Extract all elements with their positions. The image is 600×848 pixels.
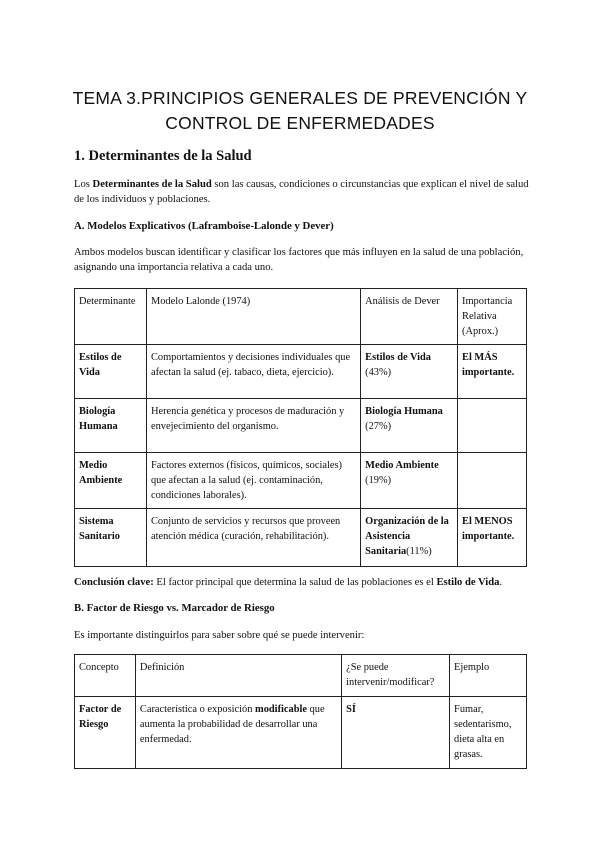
dever-cell: Biología Humana (27%) (361, 399, 458, 453)
importance-cell: El MÁS importante. (458, 345, 527, 399)
lalonde-cell: Factores externos (físicos, químicos, sociales) que afectan a la salud (ej. contaminación, condiciones laborales). (146, 453, 360, 509)
table-header-cell: Determinante (75, 289, 147, 345)
modifiable-cell: SÍ (342, 697, 450, 769)
table-row (75, 453, 527, 509)
importance-cell: El MENOS importante. (458, 509, 527, 567)
table-header-cell: ¿Se puede intervenir/modificar? (342, 655, 450, 697)
table-header-cell: Ejemplo (450, 655, 527, 697)
intro-bold-term: Determinantes de la Salud (92, 179, 212, 190)
determinant-cell: Estilos de Vida (75, 345, 147, 399)
importance-cell (458, 453, 527, 509)
definition-cell: Característica o exposición modificable que aumenta la probabilidad de desarrollar una enfermedad. (135, 697, 341, 769)
page-title (60, 86, 540, 136)
determinant-cell: Sistema Sanitario (75, 509, 147, 567)
subsection-a-text: Ambos modelos buscan identificar y clasificar los factores que más influyen en la salud de una población, asignando una importancia relativa a cada uno. (74, 247, 524, 273)
table-header-cell: Análisis de Dever (361, 289, 458, 345)
title-line-1: TEMA 3.PRINCIPIOS GENERALES DE PREVENCIÓN Y (72, 88, 528, 108)
table-row (75, 399, 527, 453)
importance-cell (458, 399, 527, 453)
example-cell: Fumar, sedentarismo, dieta alta en grasas. (450, 697, 527, 769)
lalonde-cell: Comportamientos y decisiones individuales que afectan la salud (ej. tabaco, dieta, ejercicio). (146, 345, 360, 399)
risk-factor-table (74, 654, 527, 769)
subsection-b-text: Es importante distinguirlos para saber sobre qué se puede intervenir: (74, 630, 365, 641)
table-header-cell: Modelo Lalonde (1974) (146, 289, 360, 345)
dever-cell: Estilos de Vida (43%) (361, 345, 458, 399)
table-header-cell: Concepto (75, 655, 136, 697)
title-line-2: CONTROL DE ENFERMEDADES (165, 113, 435, 133)
table-header-cell: Definición (135, 655, 341, 697)
table-row (75, 509, 527, 567)
concept-cell: Factor de Riesgo (75, 697, 136, 769)
subsection-a-heading: A. Modelos Explicativos (Laframboise-Lalonde y Dever) (74, 220, 334, 232)
table-header-cell: Importancia Relativa (Aprox.) (458, 289, 527, 345)
lalonde-cell: Conjunto de servicios y recursos que proveen atención médica (curación, rehabilitación). (146, 509, 360, 567)
table-row (75, 697, 527, 769)
table-header-row (75, 655, 527, 697)
lalonde-cell: Herencia genética y procesos de maduración y envejecimiento del organismo. (146, 399, 360, 453)
dever-cell: Medio Ambiente (19%) (361, 453, 458, 509)
intro-paragraph: Los Determinantes de la Salud son las causas, condiciones o circunstancias que explican el nivel de salud de los individuos y poblaciones. (74, 179, 529, 205)
section-heading: 1. Determinantes de la Salud (74, 148, 252, 164)
table-row (75, 345, 527, 399)
determinant-cell: Biología Humana (75, 399, 147, 453)
dever-cell: Organización de la Asistencia Sanitaria(11%) (361, 509, 458, 567)
table-header-row (75, 289, 527, 345)
subsection-b-heading: B. Factor de Riesgo vs. Marcador de Riesgo (74, 602, 275, 614)
conclusion-paragraph: Conclusión clave: El factor principal que determina la salud de las poblaciones es el Estilo de Vida. (74, 577, 503, 588)
determinants-table (74, 288, 527, 567)
determinant-cell: Medio Ambiente (75, 453, 147, 509)
